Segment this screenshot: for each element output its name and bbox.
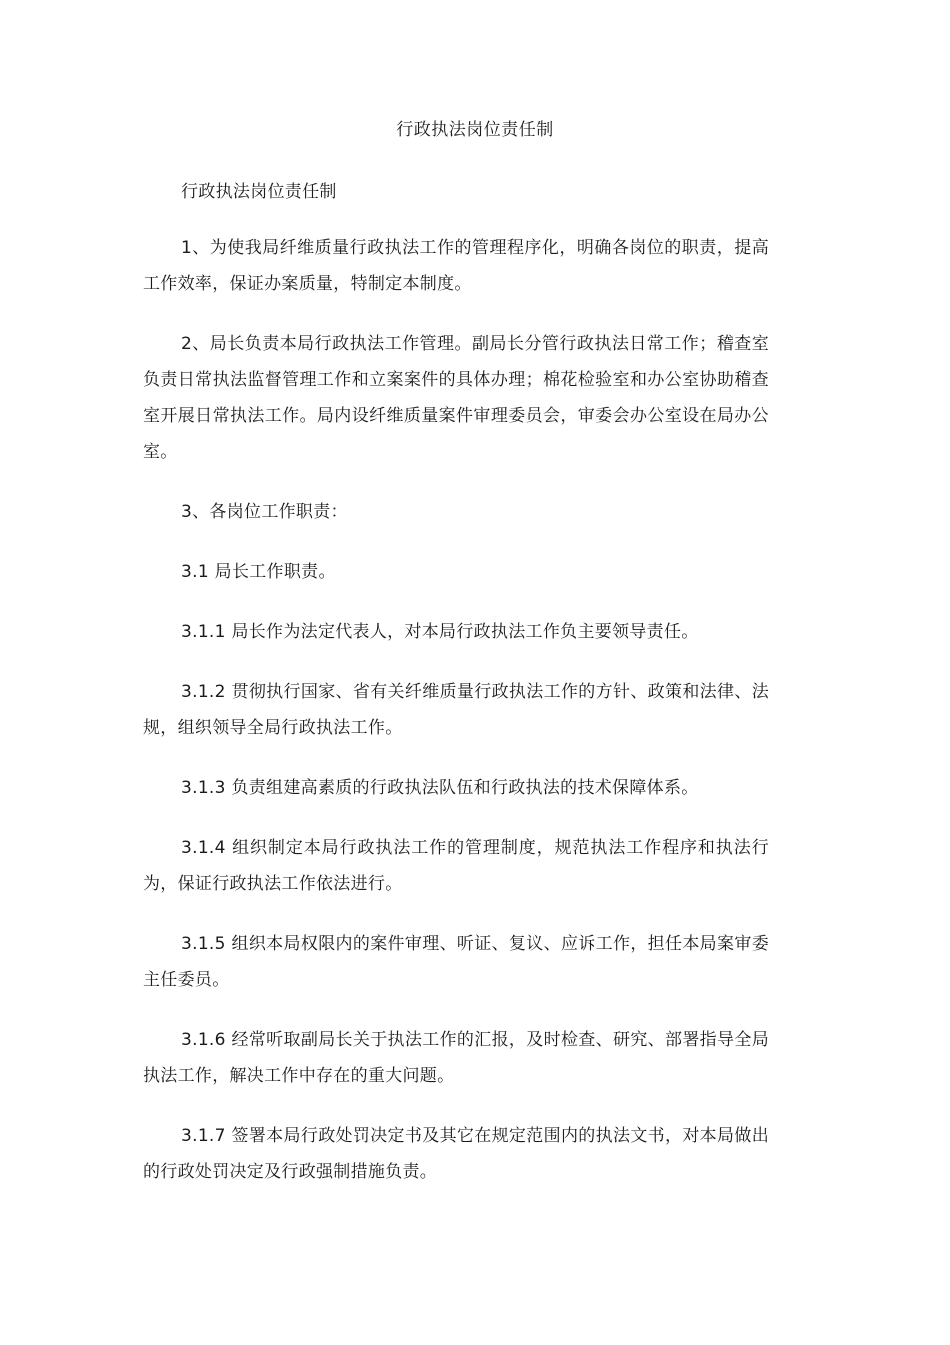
paragraph-3: 3、各岗位工作职责： — [181, 502, 348, 522]
paragraph-3-1-5: 3.1.5 组织本局权限内的案件审理、听证、复议、应诉工作，担任本局案审委主任委员。 — [143, 934, 769, 990]
paragraph-1: 1、为使我局纤维质量行政执法工作的管理程序化，明确各岗位的职责，提高工作效率，保证办案质量，特制定本制度。 — [143, 238, 769, 294]
document-title: 行政执法岗位责任制 — [396, 120, 554, 140]
paragraph-subtitle: 行政执法岗位责任制 — [181, 182, 337, 202]
paragraph-3-1-3: 3.1.3 负责组建高素质的行政执法队伍和行政执法的技术保障体系。 — [181, 778, 699, 798]
paragraph-3-1-4: 3.1.4 组织制定本局行政执法工作的管理制度，规范执法工作程序和执法行为，保证行政执法工作依法进行。 — [143, 838, 769, 894]
paragraph-3-1-1: 3.1.1 局长作为法定代表人，对本局行政执法工作负主要领导责任。 — [181, 622, 699, 642]
paragraph-3-1-6: 3.1.6 经常听取副局长关于执法工作的汇报，及时检查、研究、部署指导全局执法工作，解决工作中存在的重大问题。 — [143, 1030, 769, 1086]
paragraph-2: 2、局长负责本局行政执法工作管理。副局长分管行政执法日常工作；稽查室负责日常执法监督管理工作和立案案件的具体办理；棉花检验室和办公室协助稽查室开展日常执法工作。局内设纤维质量案件审理委员会，审委会办公室设在局办公室。 — [143, 334, 769, 462]
document-body — [143, 174, 769, 1214]
paragraph-3-1-2: 3.1.2 贯彻执行国家、省有关纤维质量行政执法工作的方针、政策和法律、法规，组织领导全局行政执法工作。 — [143, 682, 769, 738]
paragraph-3-1-7: 3.1.7 签署本局行政处罚决定书及其它在规定范围内的执法文书，对本局做出的行政处罚决定及行政强制措施负责。 — [143, 1126, 769, 1182]
paragraph-3-1: 3.1 局长工作职责。 — [181, 562, 336, 582]
